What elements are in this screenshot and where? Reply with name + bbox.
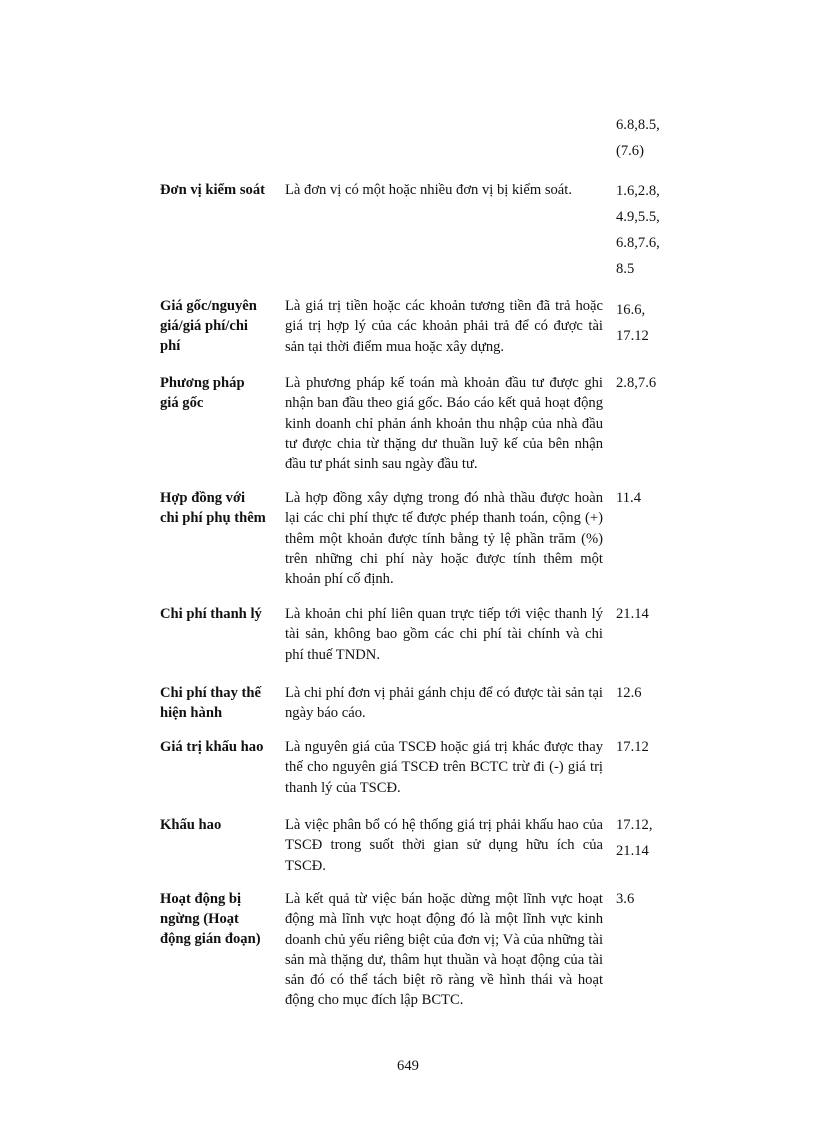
- glossary-term: Hợp đồng với chi phí phụ thêm: [160, 490, 266, 526]
- glossary-term: Giá gốc/nguyên giá/giá phí/chi phí: [160, 298, 257, 354]
- reference-numbers: 12.6: [616, 685, 642, 701]
- glossary-term: Đơn vị kiểm soát: [160, 182, 265, 198]
- page-number: 649: [397, 1058, 419, 1074]
- glossary-term: Chi phí thanh lý: [160, 606, 262, 622]
- glossary-definition: Là giá trị tiền hoặc các khoản tương tiền đã trả hoặc giá trị hợp lý của các khoản phải trả để có được tài sản tại thời điểm mua hoặc xây dựng.: [285, 298, 603, 355]
- glossary-definition: Là hợp đồng xây dựng trong đó nhà thầu được hoàn lại các chi phí thực tế được phép thanh toán, cộng (+) thêm một khoản được tính bằng tỷ lệ phần trăm (%) trên những chi phí này hoặc được tính thêm một khoản phí cố định.: [285, 490, 603, 588]
- glossary-definition: Là chi phí đơn vị phải gánh chịu để có được tài sản tại ngày báo cáo.: [285, 685, 603, 722]
- reference-numbers: 11.4: [616, 490, 641, 506]
- glossary-term: Chi phí thay thế hiện hành: [160, 685, 261, 721]
- glossary-definition: Là khoản chi phí liên quan trực tiếp tới việc thanh lý tài sản, không bao gồm các chi phí tài chính và chi phí thuế TNDN.: [285, 606, 603, 663]
- glossary-term: Phương pháp giá gốc: [160, 375, 245, 411]
- reference-numbers: 6.8,8.5, (7.6): [616, 117, 660, 159]
- glossary-definition: Là phương pháp kế toán mà khoản đầu tư được ghi nhận ban đầu theo giá gốc. Báo cáo kết quả hoạt động kinh doanh chỉ phản ánh khoản thu nhập của nhà đầu tư được chia từ thặng dư thuần luỹ kế của bên nhận đầu tư phát sinh sau ngày đầu tư.: [285, 375, 603, 473]
- glossary-term: Giá trị khấu hao: [160, 739, 264, 755]
- glossary-definition: Là nguyên giá của TSCĐ hoặc giá trị khác được thay thế cho nguyên giá TSCĐ trên BCTC trừ đi (-) giá trị thanh lý của TSCĐ.: [285, 739, 603, 796]
- reference-numbers: 17.12: [616, 739, 649, 755]
- glossary-definition: Là việc phân bổ có hệ thống giá trị phải khấu hao của TSCĐ trong suốt thời gian sử dụng hữu ích của TSCĐ.: [285, 817, 603, 874]
- glossary-term: Hoạt động bị ngừng (Hoạt động gián đoạn): [160, 891, 261, 947]
- reference-numbers: 16.6, 17.12: [616, 302, 649, 344]
- reference-numbers: 17.12, 21.14: [616, 817, 653, 859]
- reference-numbers: 1.6,2.8, 4.9,5.5, 6.8,7.6, 8.5: [616, 183, 660, 277]
- glossary-definition: Là kết quả từ việc bán hoặc dừng một lĩnh vực hoạt động mà lĩnh vực hoạt động đó là một lĩnh vực kinh doanh chủ yếu riêng biệt của đơn vị; Và của những tài sản mà thặng dư, thâm hụt thuần và hoạt động của tài sản đó có thể tách biệt rõ ràng về hình thái và hoạt động cho mục đích lập BCTC.: [285, 891, 603, 1009]
- reference-numbers: 3.6: [616, 891, 635, 907]
- glossary-term: Khấu hao: [160, 817, 222, 833]
- reference-numbers: 21.14: [616, 606, 649, 622]
- glossary-definition: Là đơn vị có một hoặc nhiều đơn vị bị kiểm soát.: [285, 182, 572, 198]
- reference-numbers: 2.8,7.6: [616, 375, 657, 391]
